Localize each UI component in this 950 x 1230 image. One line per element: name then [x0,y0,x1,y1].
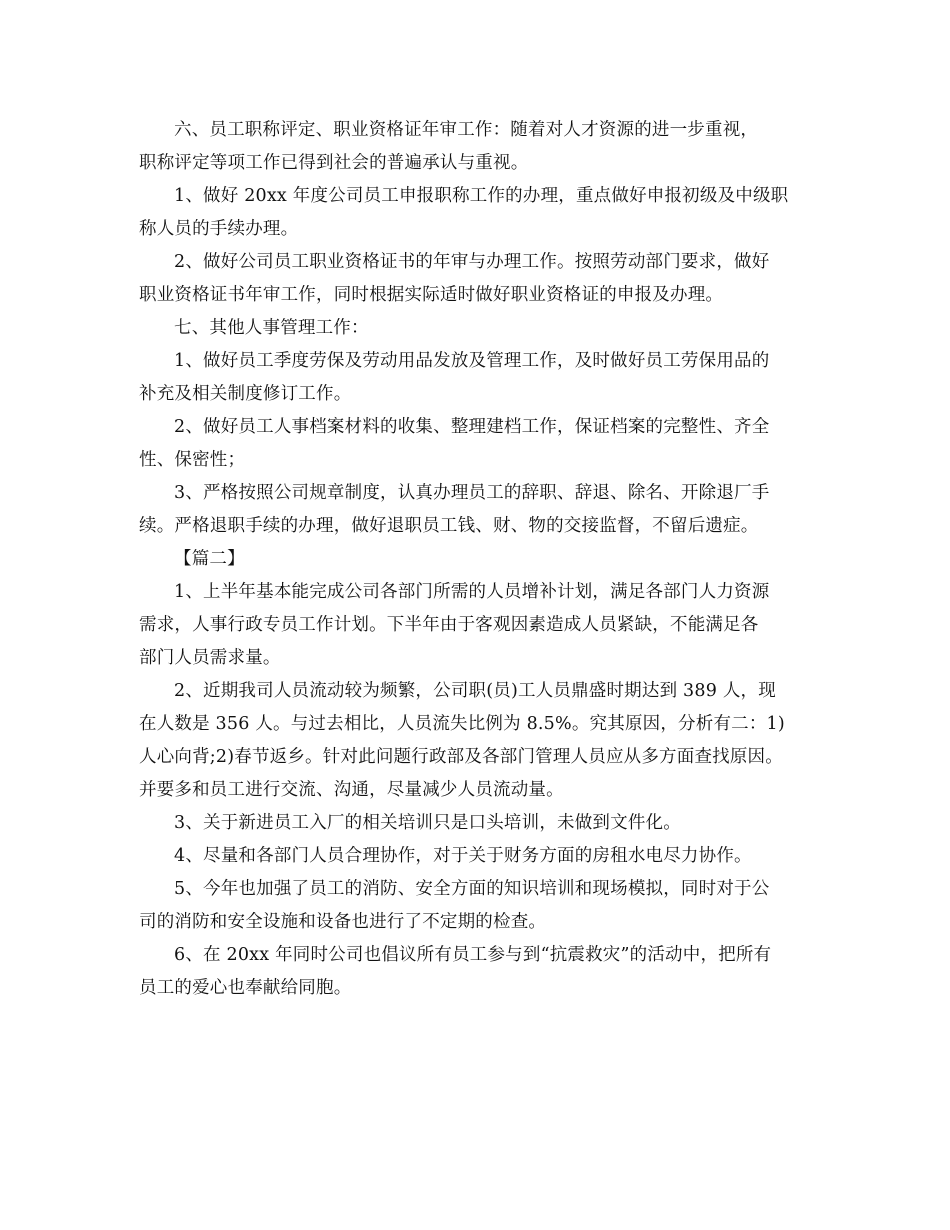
section-heading-part-2 [139,543,815,576]
paragraph-part2-item-5 [139,873,815,939]
paragraph-line: 需求，人事行政专员工作计划。下半年由于客观因素造成人员紧缺，不能满足各 [139,615,759,635]
paragraph-part2-item-6 [139,939,815,1005]
paragraph-part2-item-3 [139,807,815,840]
paragraph-item-7-3 [139,477,815,543]
paragraph-item-7-2 [139,411,815,477]
paragraph-line: 职业资格证书年审工作，同时根据实际适时做好职业资格证的申报及办理。 [139,285,724,305]
paragraph-line: 七、其他人事管理工作： [174,318,369,338]
paragraph-line: 1、做好 20xx 年度公司员工申报职称工作的办理，重点做好申报初级及中级职 [174,186,789,206]
paragraph-section-7-title [139,312,815,345]
paragraph-line: 5、今年也加强了员工的消防、安全方面的知识培训和现场模拟，同时对于公 [174,879,770,899]
paragraph-line: 称人员的手续办理。 [139,219,299,239]
paragraph-line: 2、做好公司员工职业资格证书的年审与办理工作。按照劳动部门要求，做好 [174,252,770,272]
paragraph-item-6-1 [139,180,815,246]
paragraph-line: 职称评定等项工作已得到社会的普遍承认与重视。 [139,153,529,173]
document-body [139,114,815,1005]
paragraph-line: 6、在 20xx 年同时公司也倡议所有员工参与到“抗震救灾”的活动中，把所有 [174,945,772,965]
paragraph-item-6-2 [139,246,815,312]
paragraph-line: 2、做好员工人事档案材料的收集、整理建档工作，保证档案的完整性、齐全 [174,417,770,437]
paragraph-line: 并要多和员工进行交流、沟通，尽量减少人员流动量。 [139,780,564,800]
paragraph-line: 3、关于新进员工入厂的相关培训只是口头培训，未做到文件化。 [174,813,681,833]
paragraph-part2-item-4 [139,840,815,873]
paragraph-section-6-title [139,114,815,180]
paragraph-item-7-1 [139,345,815,411]
paragraph-line: 续。严格退职手续的办理，做好退职员工钱、财、物的交接监督，不留后遗症。 [139,516,759,536]
paragraph-line: 3、严格按照公司规章制度，认真办理员工的辞职、辞退、除名、开除退厂手 [174,483,770,503]
paragraph-line: 性、保密性； [139,450,246,470]
paragraph-line: 部门人员需求量。 [139,648,281,668]
paragraph-line: 1、上半年基本能完成公司各部门所需的人员增补计划，满足各部门人力资源 [174,582,770,602]
paragraph-line: 2、近期我司人员流动较为频繁，公司职(员)工人员鼎盛时期达到 389 人，现 [174,681,776,701]
paragraph-line: 六、员工职称评定、职业资格证年审工作：随着对人才资源的进一步重视， [174,120,759,140]
paragraph-line: 人心向背;2)春节返乡。针对此问题行政部及各部门管理人员应从多方面查找原因。 [139,747,783,767]
paragraph-part2-item-2 [139,675,815,807]
paragraph-part2-item-1 [139,576,815,675]
paragraph-line: 4、尽量和各部门人员合理协作，对于关于财务方面的房租水电尽力协作。 [174,846,752,866]
paragraph-line: 1、做好员工季度劳保及劳动用品发放及管理工作，及时做好员工劳保用品的 [174,351,770,371]
paragraph-line: 在人数是 356 人。与过去相比，人员流失比例为 8.5%。究其原因，分析有二：1) [139,714,785,734]
paragraph-line: 员工的爱心也奉献给同胞。 [139,978,352,998]
paragraph-line: 补充及相关制度修订工作。 [139,384,352,404]
paragraph-line: 司的消防和安全设施和设备也进行了不定期的检查。 [139,912,547,932]
paragraph-line: 【篇二】 [174,549,245,569]
